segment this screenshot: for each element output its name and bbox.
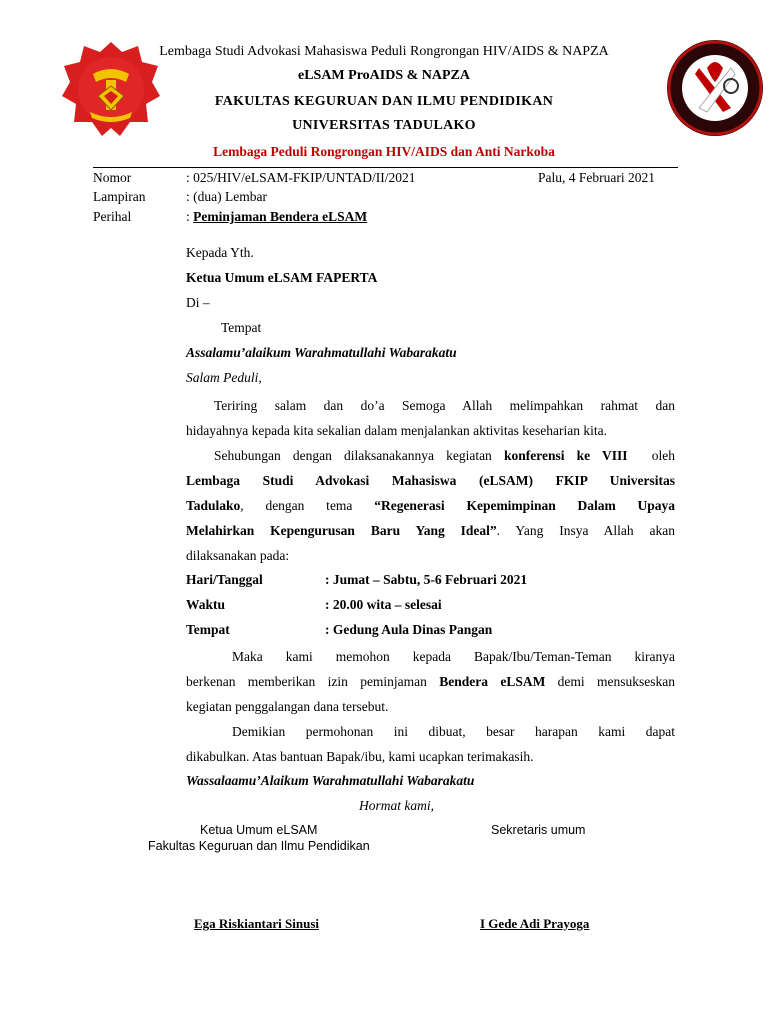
p3-line-3: kegiatan penggalangan dana tersebut. — [186, 699, 389, 714]
p1-line-1: Teriring salam dan do’a Semoga Allah melimpahkan rahmat dan — [214, 398, 675, 413]
nomor-value: : 025/HIV/eLSAM-FKIP/UNTAD/II/2021 — [186, 170, 416, 185]
paragraph-request — [186, 644, 675, 719]
hari-label: Hari/Tanggal — [186, 572, 263, 587]
paragraph-event — [186, 443, 675, 568]
left-signatory-name: Ega Riskiantari Sinusi — [194, 916, 319, 931]
waktu-label: Waktu — [186, 597, 226, 612]
nomor-label: Nomor — [93, 170, 132, 185]
lampiran-label: Lampiran — [93, 189, 146, 204]
p2-line-3: Tadulako, dengan tema “Regenerasi Kepemimpinan Dalam Upaya — [186, 498, 675, 513]
p3-line-1: Maka kami memohon kepada Bapak/Ibu/Teman-Teman kiranya — [232, 649, 675, 664]
salam-open: Assalamu’alaikum Warahmatullahi Wabarakatu — [186, 345, 457, 360]
perihal-colon: : — [186, 209, 194, 224]
perihal-row — [186, 209, 367, 225]
left-signatory-title: Ketua Umum eLSAM — [200, 823, 318, 837]
p1-line-2: hidayahnya kepada kita sekalian dalam menjalankan aktivitas keseharian kita. — [186, 423, 607, 438]
lampiran-value: : (dua) Lembar — [186, 189, 267, 204]
tempat-value: : Gedung Aula Dinas Pangan — [325, 622, 493, 637]
perihal-value: Peminjaman Bendera eLSAM — [193, 209, 368, 224]
left-signatory-faculty: Fakultas Keguruan dan Ilmu Pendidikan — [148, 839, 370, 853]
recipient-di: Di – — [186, 295, 210, 310]
p2-line-1: Sehubungan dengan dilaksanakannya kegiatan konferensi ke VIII oleh — [214, 448, 676, 463]
header-line-1: Lembaga Studi Advokasi Mahasiswa Peduli Rongrongan HIV/AIDS & NAPZA — [159, 44, 609, 59]
waktu-value: : 20.00 wita – selesai — [325, 597, 442, 612]
hari-value: : Jumat – Sabtu, 5-6 Februari 2021 — [325, 572, 528, 587]
salam-close: Wassalaamu’Alaikum Warahmatullahi Wabarakatu — [186, 773, 475, 788]
recipient-name: Ketua Umum eLSAM FAPERTA — [186, 270, 378, 285]
letter-date: Palu, 4 Februari 2021 — [538, 170, 655, 185]
paragraph-opening — [186, 393, 675, 443]
right-signatory-title: Sekretaris umum — [491, 823, 586, 837]
paragraph-closing — [186, 719, 675, 769]
header-divider — [93, 167, 678, 168]
header-line-2: eLSAM ProAIDS & NAPZA — [297, 68, 470, 83]
right-signatory-name: I Gede Adi Prayoga — [480, 916, 590, 931]
salam-peduli: Salam Peduli, — [186, 370, 262, 385]
p4-line-2: dikabulkan. Atas bantuan Bapak/ibu, kami ucapkan terimakasih. — [186, 749, 534, 764]
p3-line-2: berkenan memberikan izin peminjaman Bendera eLSAM demi mensukseskan — [186, 674, 675, 689]
perihal-label: Perihal — [93, 209, 132, 224]
p2-line-2: Lembaga Studi Advokasi Mahasiswa (eLSAM) FKIP Universitas — [186, 473, 675, 488]
header-faculty: FAKULTAS KEGURUAN DAN ILMU PENDIDIKAN — [214, 94, 554, 109]
tempat-label: Tempat — [186, 622, 230, 637]
p4-line-1: Demikian permohonan ini dibuat, besar harapan kami dapat — [232, 724, 675, 739]
header-university: UNIVERSITAS TADULAKO — [292, 118, 476, 133]
p2-line-5: dilaksanakan pada: — [186, 548, 290, 563]
header-tagline: Lembaga Peduli Rongrongan HIV/AIDS dan Anti Narkoba — [213, 144, 555, 159]
p2-line-4: Melahirkan Kepengurusan Baru Yang Ideal”. Yang Insya Allah akan — [186, 523, 675, 538]
recipient-kepada: Kepada Yth. — [186, 245, 254, 260]
hormat-kami: Hormat kami, — [359, 798, 434, 813]
recipient-tempat: Tempat — [221, 320, 262, 335]
